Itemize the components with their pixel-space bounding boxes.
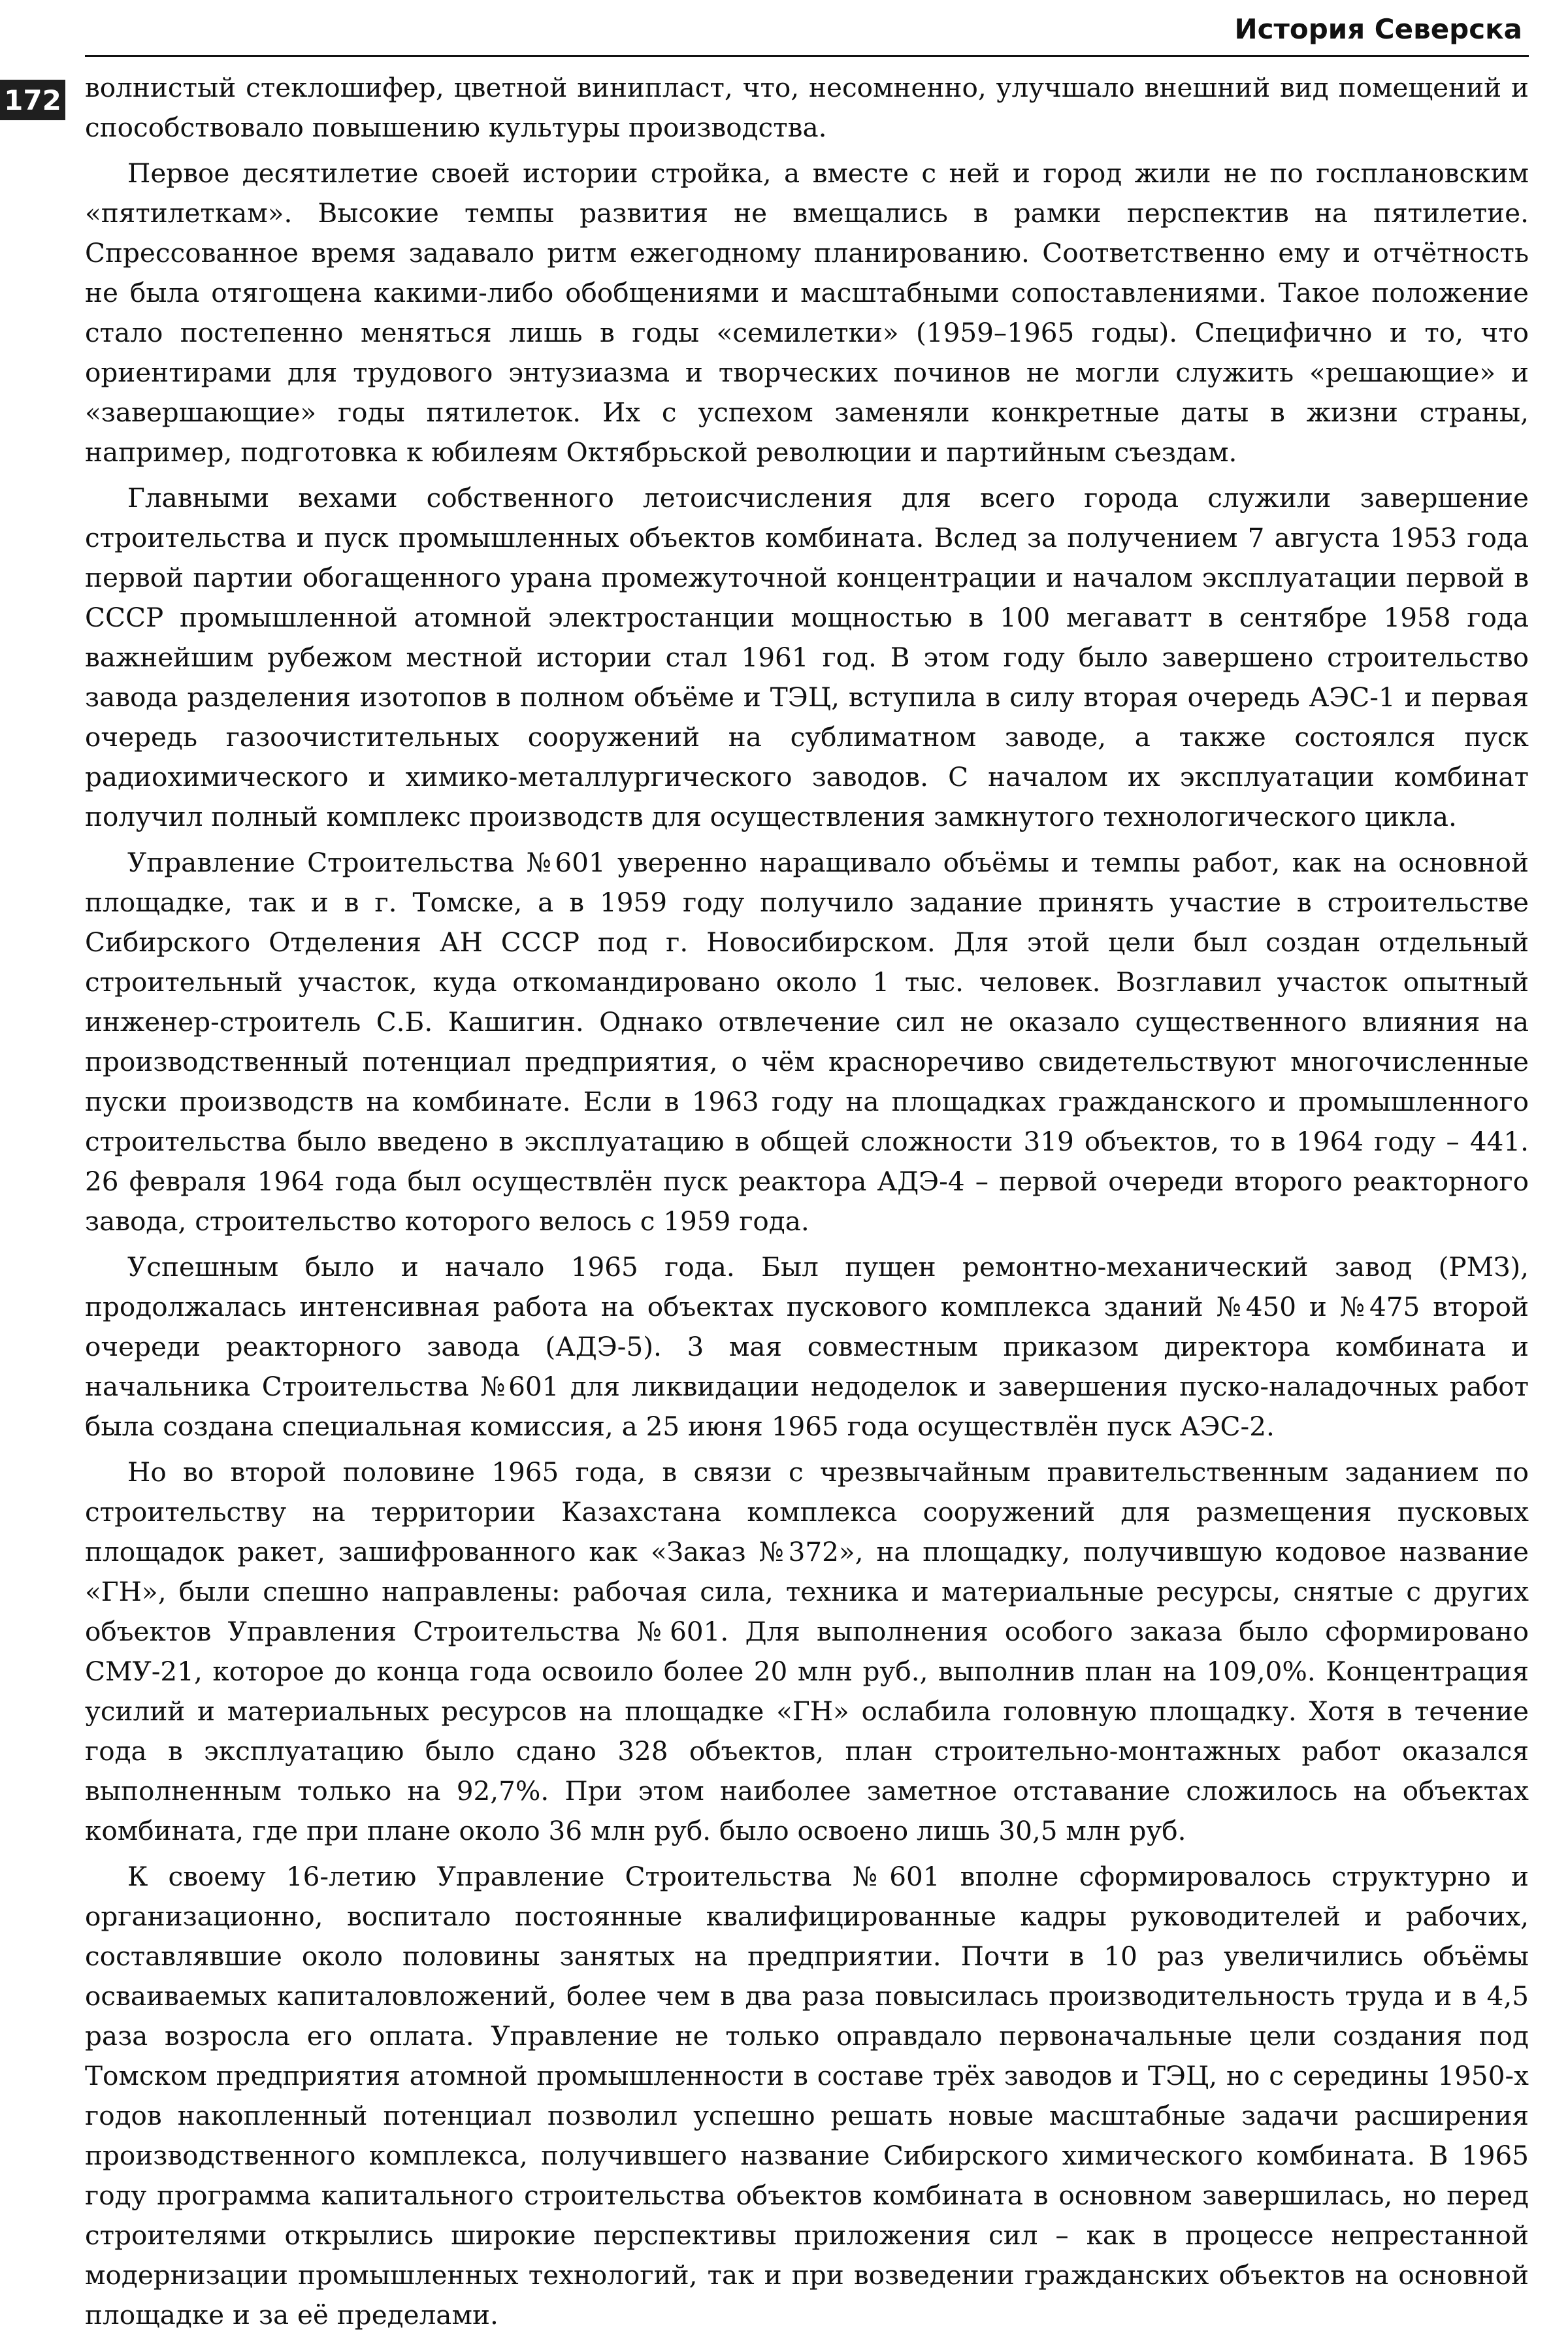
header-rule: [85, 55, 1529, 57]
running-title: История Северска: [1234, 13, 1522, 45]
paragraph: Успешным было и начало 1965 года. Был пущен ремонтно-механический завод (РМЗ), продолжалась интенсивная работа на объектах пускового комплекса зданий №450 и №475 второй очереди реакторного завода (АДЭ-5). 3 мая совместным приказом директора комбината и начальника Строительства №601 для ликвидации недоделок и завершения пуско-наладочных работ была создана специальная комиссия, а 25 июня 1965 года осуществлён пуск АЭС-2.: [85, 1251, 1529, 1442]
paragraph: Первое десятилетие своей истории стройка, а вместе с ней и город жили не по госплановским «пятилеткам». Высокие темпы развития не вмещались в рамки перспектив на пятилетие. Спрессованное время задавало ритм ежегодному планированию. Соответственно ему и отчётность не была отягощена какими-либо обобщениями и масштабными сопоставлениями. Такое положение стало постепенно меняться лишь в годы «семилетки» (1959–1965 годы). Специфично и то, что ориентирами для трудового энтузиазма и творческих починов не могли служить «решающие» и «завершающие» годы пятилеток. Их с успехом заменяли конкретные даты в жизни страны, например, подготовка к юбилеям Октябрьской революции и партийным съездам.: [85, 157, 1529, 468]
paragraph: Управление Строительства №601 уверенно наращивало объёмы и темпы работ, как на основной площадке, так и в г. Томске, а в 1959 году получило задание принять участие в строительстве Сибирского Отделения АН СССР под г. Новосибирском. Для этой цели был создан отдельный строительный участок, куда откомандировано около 1 тыс. человек. Возглавил участок опытный инженер-строитель С.Б. Кашигин. Однако отвлечение сил не оказало существенного влияния на производственный потенциал предприятия, о чём красноречиво свидетельствуют многочисленные пуски производств на комбинате. Если в 1963 году на площадках гражданского и промышленного строительства было введено в эксплуатацию в общей сложности 319 объектов, то в 1964 году – 441. 26 февраля 1964 года был осуществлён пуск реактора АДЭ-4 – первой очереди второго реакторного завода, строительство которого велось с 1959 года.: [85, 847, 1529, 1237]
paragraph: волнистый стеклошифер, цветной винипласт, что, несомненно, улучшало внешний вид помещений и способствовало повышению культуры производства.: [85, 72, 1529, 143]
paragraph: Главными вехами собственного летоисчисления для всего города служили завершение строительства и пуск промышленных объектов комбината. Вслед за получением 7 августа 1953 года первой партии обогащенного урана промежуточной концентрации и началом эксплуатации первой в СССР промышленной атомной электростанции мощностью в 100 мегаватт в сентябре 1958 года важнейшим рубежом местной истории стал 1961 год. В этом году было завершено строительство завода разделения изотопов в полном объёме и ТЭЦ, вступила в силу вторая очередь АЭС-1 и первая очередь газоочистительных сооружений на сублиматном заводе, а также состоялся пуск радиохимического и химико-металлургического заводов. С началом их эксплуатации комбинат получил полный комплекс производств для осуществления замкнутого технологического цикла.: [85, 482, 1529, 832]
body-text: [85, 68, 1529, 2341]
paragraph: К своему 16-летию Управление Строительства №601 вполне сформировалось структурно и организационно, воспитало постоянные квалифицированные кадры руководителей и рабочих, составлявшие около половины занятых на предприятии. Почти в 10 раз увеличились объёмы осваиваемых капиталовложений, более чем в два раза повысилась производительность труда и в 4,5 раза возросла его оплата. Управление не только оправдало первоначальные цели создания под Томском предприятия атомной промышленности в составе трёх заводов и ТЭЦ, но с середины 1950-х годов накопленный потенциал позволил успешно решать новые масштабные задачи расширения производственного комплекса, получившего название Сибирского химического комбината. В 1965 году программа капитального строительства объектов комбината в основном завершилась, но перед строителями открылись широкие перспективы приложения сил – как в процессе непрестанной модернизации промышленных технологий, так и при возведении гражданских объектов на основной площадке и за её пределами.: [85, 1861, 1529, 2331]
page-number: 172: [0, 80, 65, 120]
paragraph: Но во второй половине 1965 года, в связи с чрезвычайным правительственным заданием по строительству на территории Казахстана комплекса сооружений для размещения пусковых площадок ракет, зашифрованного как «Заказ №372», на площадку, получившую кодовое название «ГН», были спешно направлены: рабочая сила, техника и материальные ресурсы, снятые с других объектов Управления Строительства №601. Для выполнения особого заказа было сформировано СМУ-21, которое до конца года освоило более 20 млн руб., выполнив план на 109,0%. Концентрация усилий и материальных ресурсов на площадке «ГН» ослабила головную площадку. Хотя в течение года в эксплуатацию было сдано 328 объектов, план строительно-монтажных работ оказался выполненным только на 92,7%. При этом наиболее заметное отставание сложилось на объектах комбината, где при плане около 36 млн руб. было освоено лишь 30,5 млн руб.: [85, 1456, 1529, 1846]
